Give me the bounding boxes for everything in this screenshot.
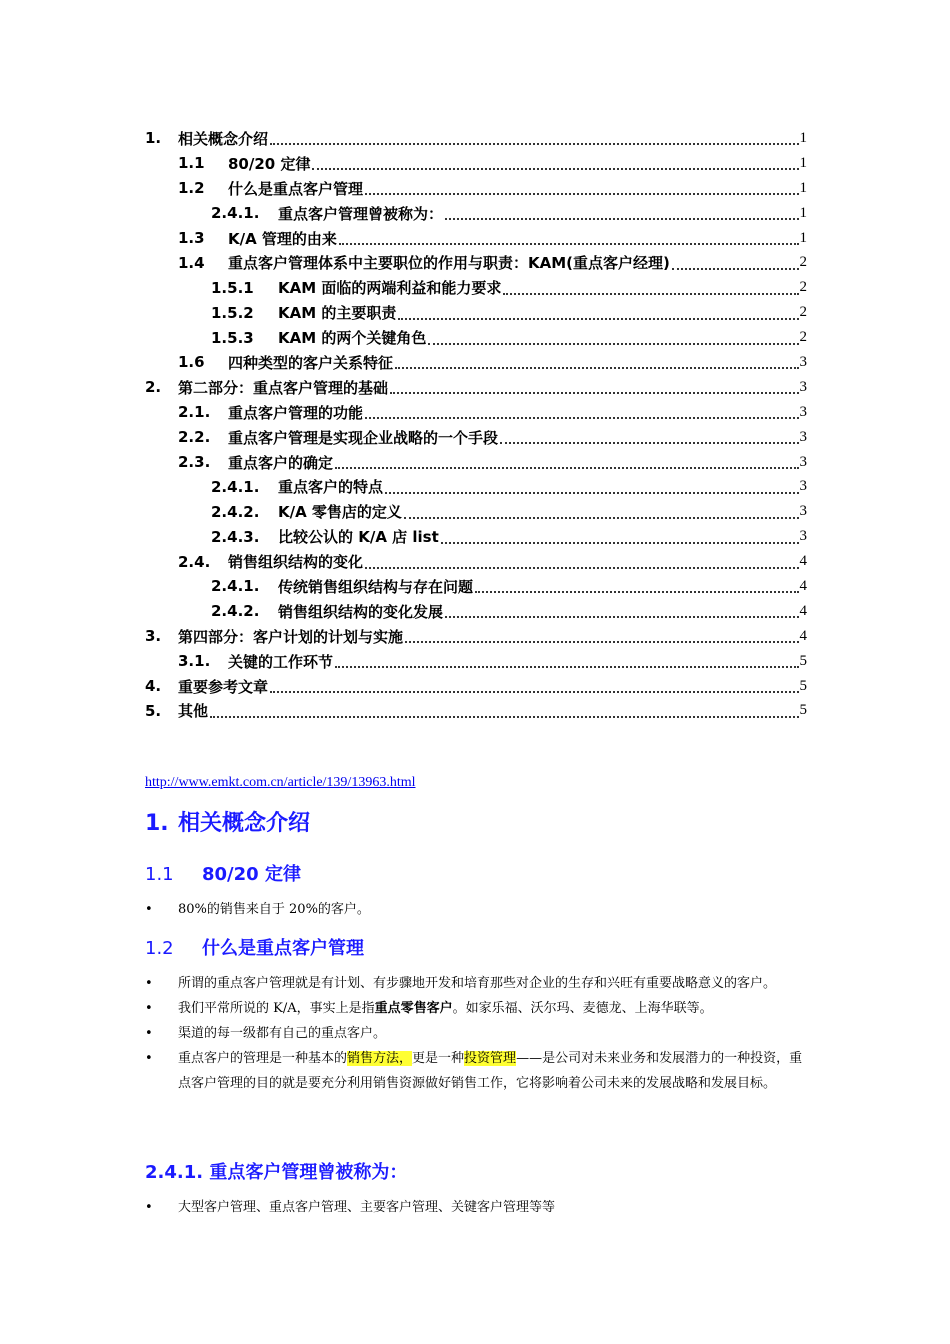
toc-leader — [335, 652, 798, 668]
toc-leader — [312, 154, 798, 170]
toc-title: 什么是重点客户管理 — [228, 179, 364, 198]
list-item-text: 渠道的每一级都有自己的重点客户。 — [178, 1026, 387, 1041]
toc-entry[interactable] — [145, 375, 807, 400]
bullet-icon: • — [145, 1026, 153, 1041]
bullet-list-2-4-1 — [145, 1195, 807, 1220]
toc-title: 第二部分：重点客户管理的基础 — [178, 378, 389, 397]
list-item-text: 。如家乐福、沃尔玛、麦德龙、上海华联等。 — [452, 1001, 713, 1016]
heading-1-1 — [145, 860, 301, 886]
toc-page-number: 4 — [799, 627, 807, 644]
toc-entry[interactable] — [145, 474, 807, 499]
toc-entry[interactable] — [145, 126, 807, 151]
toc-leader — [405, 627, 798, 643]
toc-leader — [428, 329, 798, 345]
toc-number: 4. — [145, 677, 162, 696]
toc-page-number: 1 — [799, 129, 807, 146]
toc-page-number: 3 — [799, 403, 807, 420]
toc-number: 2.4.2. — [211, 502, 260, 521]
heading-title: 2.4.1. 重点客户管理曾被称为： — [145, 1162, 408, 1183]
toc-entry[interactable] — [145, 250, 807, 275]
toc-title: 重要参考文章 — [178, 677, 269, 696]
toc-page-number: 1 — [799, 204, 807, 221]
toc-leader — [390, 378, 798, 394]
heading-title: 相关概念介绍 — [178, 811, 311, 836]
toc-leader — [210, 702, 798, 718]
list-item — [145, 1195, 807, 1220]
toc-title: 重点客户的确定 — [228, 453, 334, 472]
toc-number: 2.4.1. — [211, 204, 260, 223]
heading-2-4-1 — [145, 1158, 407, 1184]
toc-page-number: 2 — [799, 329, 807, 346]
toc-title: K/A 零售店的定义 — [278, 503, 402, 522]
toc-title: 相关概念介绍 — [178, 129, 269, 148]
heading-number: 1.2 — [145, 938, 174, 959]
toc-number: 2.3. — [178, 453, 211, 472]
toc-title: 重点客户管理是实现企业战略的一个手段 — [228, 428, 499, 447]
toc-number: 1.5.3 — [211, 328, 254, 347]
toc-page-number: 5 — [799, 652, 807, 669]
toc-number: 2.4.1. — [211, 477, 260, 496]
heading-1-2 — [145, 934, 364, 960]
toc-number: 1.6 — [178, 353, 205, 372]
list-item-text: 更是一种 — [412, 1051, 465, 1066]
toc-title: 重点客户管理的功能 — [228, 403, 364, 422]
toc-entry[interactable] — [145, 275, 807, 300]
toc-entry[interactable] — [145, 176, 807, 201]
heading-title: 80/20 定律 — [202, 864, 301, 885]
list-item-text: 80%的销售来自于 20%的客户。 — [178, 902, 370, 917]
toc-leader — [270, 677, 798, 693]
toc-leader — [365, 179, 798, 195]
list-item-text: 所谓的重点客户管理就是有计划、有步骤地开发和培育那些对企业的生存和兴旺有重要战略意义的客户。 — [178, 976, 777, 991]
toc-entry[interactable] — [145, 624, 807, 649]
toc-title: 其他 — [178, 702, 209, 721]
toc-page-number: 3 — [799, 503, 807, 520]
toc-page-number: 3 — [799, 378, 807, 395]
toc-title: 销售组织结构的变化发展 — [278, 602, 444, 621]
bullet-icon: • — [145, 976, 153, 991]
toc-leader — [445, 204, 798, 220]
toc-entry[interactable] — [145, 325, 807, 350]
list-item-text: 重点客户的管理是一种基本的 — [178, 1051, 348, 1066]
toc-number: 1.5.1 — [211, 278, 254, 297]
toc-number: 3. — [145, 627, 162, 646]
toc-number: 2.2. — [178, 428, 211, 447]
toc-number: 2.4.3. — [211, 527, 260, 546]
toc-page-number: 3 — [799, 353, 807, 370]
toc-title: 重点客户的特点 — [278, 478, 384, 497]
list-item-text: 大型客户管理、重点客户管理、主要客户管理、关键客户管理等等 — [178, 1200, 556, 1215]
toc-title: KAM 的两个关键角色 — [278, 329, 427, 348]
toc-page-number: 5 — [799, 702, 807, 719]
list-item — [145, 996, 807, 1021]
list-item — [145, 1021, 807, 1046]
toc-page-number: 2 — [799, 304, 807, 321]
toc-entry[interactable] — [145, 499, 807, 524]
toc-page-number: 2 — [799, 279, 807, 296]
toc-leader — [500, 428, 798, 444]
highlighted-text: 投资管理 — [464, 1051, 517, 1066]
toc-title: 第四部分：客户计划的计划与实施 — [178, 627, 404, 646]
toc-entry[interactable] — [145, 151, 807, 176]
toc-number: 2.4. — [178, 552, 211, 571]
toc-number: 1.2 — [178, 179, 205, 198]
heading-number: 1. — [145, 811, 169, 836]
toc-entry[interactable] — [145, 226, 807, 251]
article-link[interactable]: http://www.emkt.com.cn/article/139/13963.html — [145, 775, 416, 790]
toc-number: 5. — [145, 701, 162, 720]
toc-entry[interactable] — [145, 599, 807, 624]
toc-number: 2.1. — [178, 403, 211, 422]
toc-page-number: 5 — [799, 677, 807, 694]
bold-text: 重点零售客户 — [374, 1001, 453, 1016]
list-item — [145, 897, 807, 922]
toc-title: 80/20 定律 — [228, 154, 311, 173]
toc-number: 2.4.1. — [211, 577, 260, 596]
toc-title: 重点客户管理体系中主要职位的作用与职责：KAM(重点客户经理) — [228, 254, 670, 273]
heading-number: 1.1 — [145, 864, 174, 885]
heading-1 — [145, 806, 310, 837]
toc-page-number: 4 — [799, 602, 807, 619]
bullet-list-1-2 — [145, 971, 807, 1096]
bullet-icon: • — [145, 1200, 153, 1215]
toc-number: 1.4 — [178, 253, 205, 272]
toc-page-number: 1 — [799, 154, 807, 171]
list-item — [145, 971, 807, 996]
toc-leader — [672, 254, 799, 270]
toc-leader — [503, 279, 798, 295]
bullet-icon: • — [145, 902, 153, 917]
toc-title: K/A 管理的由来 — [228, 229, 337, 248]
toc-title: 销售组织结构的变化 — [228, 553, 364, 572]
toc-page-number: 4 — [799, 577, 807, 594]
toc-entry[interactable] — [145, 698, 807, 723]
toc-number: 1.3 — [178, 229, 205, 247]
toc-page-number: 3 — [799, 478, 807, 495]
toc-number: 3.1. — [178, 652, 211, 671]
toc-page-number: 3 — [799, 428, 807, 445]
toc-entry[interactable] — [145, 524, 807, 549]
toc-title: 比较公认的 K/A 店 list — [278, 528, 439, 547]
toc-leader — [445, 602, 798, 618]
toc-leader — [385, 478, 798, 494]
toc-entry[interactable] — [145, 201, 807, 226]
toc-page-number: 1 — [799, 229, 807, 246]
toc-title: 传统销售组织结构与存在问题 — [278, 577, 474, 596]
toc-entry[interactable] — [145, 350, 807, 375]
toc-title: 关键的工作环节 — [228, 652, 334, 671]
toc-title: KAM 面临的两端利益和能力要求 — [278, 279, 502, 298]
table-of-contents — [145, 126, 807, 723]
bullet-icon: • — [145, 1001, 153, 1016]
toc-leader — [270, 129, 798, 145]
toc-page-number: 1 — [799, 179, 807, 196]
toc-page-number: 3 — [799, 453, 807, 470]
toc-leader — [398, 304, 798, 320]
toc-leader — [365, 403, 798, 419]
toc-number: 2.4.2. — [211, 602, 260, 621]
toc-entry[interactable] — [145, 400, 807, 425]
highlighted-text: 销售方法， — [347, 1051, 413, 1066]
toc-entry[interactable] — [145, 649, 807, 674]
toc-leader — [395, 353, 798, 369]
toc-leader — [475, 577, 798, 593]
toc-page-number: 3 — [799, 528, 807, 545]
toc-page-number: 2 — [799, 254, 807, 271]
toc-entry[interactable] — [145, 674, 807, 699]
toc-number: 1. — [145, 129, 162, 148]
heading-title: 什么是重点客户管理 — [202, 938, 364, 959]
toc-title: 重点客户管理曾被称为： — [278, 204, 444, 223]
toc-number: 2. — [145, 378, 162, 397]
toc-entry[interactable] — [145, 300, 807, 325]
toc-entry[interactable] — [145, 450, 807, 475]
toc-leader — [339, 229, 799, 245]
toc-title: KAM 的主要职责 — [278, 304, 397, 323]
toc-number: 1.1 — [178, 154, 205, 173]
toc-page-number: 4 — [799, 553, 807, 570]
toc-leader — [365, 553, 798, 569]
bullet-icon: • — [145, 1051, 153, 1066]
toc-entry[interactable] — [145, 574, 807, 599]
list-item-text: ——是公司对未来业务和发展潜力的一种投资，重点客户管理的目的就是要充分利用销售资源做好销售工作，它将影响着公司未来的发展战略和发展目标。 — [178, 1051, 803, 1091]
bullet-list-1-1 — [145, 897, 807, 922]
toc-entry[interactable] — [145, 549, 807, 574]
list-item — [145, 1046, 807, 1096]
toc-leader — [441, 528, 799, 544]
toc-title: 四种类型的客户关系特征 — [228, 353, 394, 372]
toc-number: 1.5.2 — [211, 303, 254, 322]
toc-leader — [404, 503, 799, 519]
list-item-text: 我们平常所说的 K/A，事实上是指 — [178, 1001, 375, 1016]
toc-entry[interactable] — [145, 425, 807, 450]
toc-leader — [335, 453, 798, 469]
